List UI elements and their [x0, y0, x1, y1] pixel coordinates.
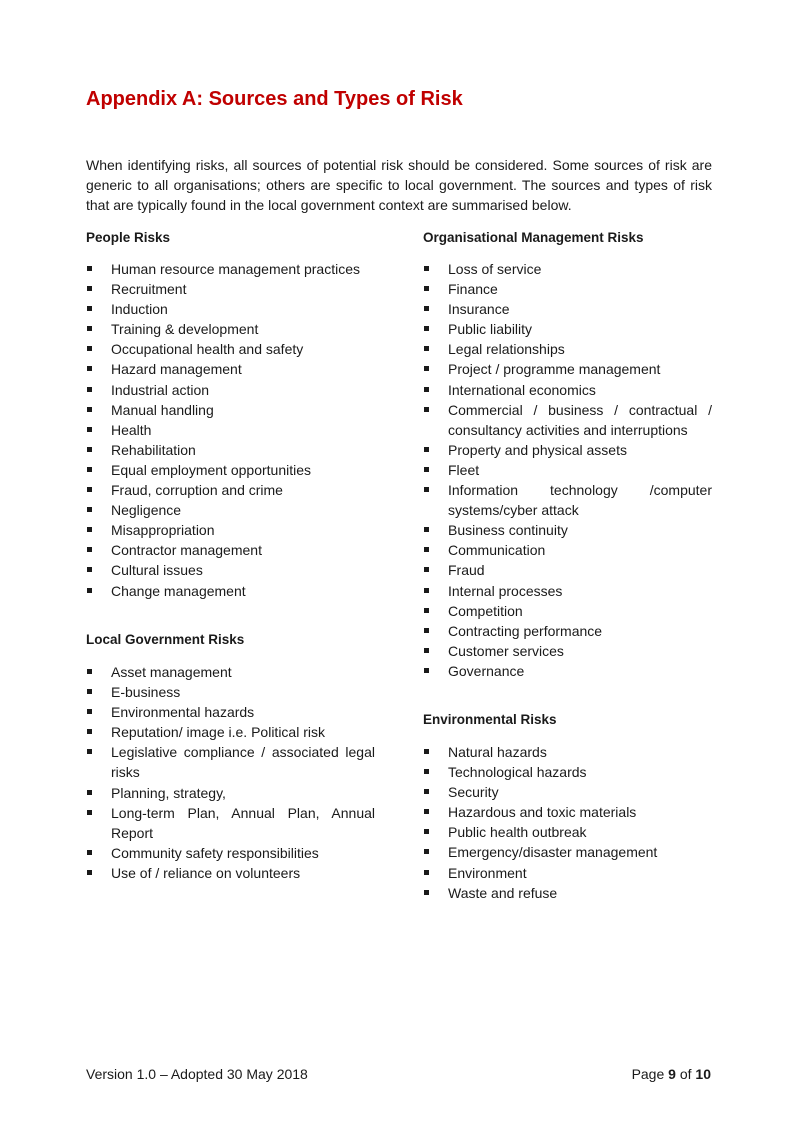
list-item-text: Change management: [111, 582, 246, 599]
list-item: [423, 279, 712, 299]
list-item: [423, 299, 712, 319]
list-item-text: Equal employment opportunities: [111, 461, 312, 478]
square-bullet-icon: [87, 447, 92, 452]
square-bullet-icon: [87, 507, 92, 512]
square-bullet-icon: [424, 588, 429, 593]
list-item-text: Competition: [448, 602, 523, 619]
organisational-management-risks-heading: Organisational Management Risks: [423, 230, 644, 245]
square-bullet-icon: [87, 850, 92, 855]
list-item-text: Information technology /computer systems/cyber attack: [448, 482, 712, 519]
list-item: [423, 440, 712, 460]
list-item: [423, 601, 712, 621]
list-item-text: Reputation/ image i.e. Political risk: [111, 724, 325, 741]
list-item: [86, 540, 375, 560]
square-bullet-icon: [87, 527, 92, 532]
square-bullet-icon: [87, 266, 92, 271]
square-bullet-icon: [424, 890, 429, 895]
people-risks-heading: People Risks: [86, 230, 171, 245]
list-item-text: Environmental hazards: [111, 704, 255, 721]
list-item: [423, 842, 712, 862]
list-item: [86, 400, 375, 420]
list-item-text: Fraud: [448, 562, 485, 579]
list-item-text: Legal relationships: [448, 341, 565, 358]
list-item: [86, 440, 375, 460]
list-item-text: Hazard management: [111, 361, 242, 378]
list-item: [86, 500, 375, 520]
square-bullet-icon: [87, 306, 92, 311]
list-item: [423, 259, 712, 279]
list-item-text: Finance: [448, 281, 498, 298]
list-item-text: Emergency/disaster management: [448, 844, 658, 861]
list-item-text: International economics: [448, 381, 596, 398]
square-bullet-icon: [87, 326, 92, 331]
square-bullet-icon: [424, 749, 429, 754]
list-item: [423, 782, 712, 802]
list-item: [423, 581, 712, 601]
list-item: [423, 863, 712, 883]
local-government-risks-list: [86, 662, 375, 883]
list-item: [86, 662, 375, 682]
square-bullet-icon: [424, 809, 429, 814]
square-bullet-icon: [87, 870, 92, 875]
list-item: [86, 742, 375, 782]
list-item-text: Asset management: [111, 664, 232, 680]
list-item-text: Commercial / business / contractual / consultancy activities and interruptions: [448, 401, 712, 438]
square-bullet-icon: [87, 790, 92, 795]
list-item-text: Misappropriation: [111, 522, 215, 539]
list-item-text: Occupational health and safety: [111, 341, 304, 358]
square-bullet-icon: [87, 387, 92, 392]
list-item: [86, 722, 375, 742]
page-current: 9: [668, 1066, 676, 1082]
square-bullet-icon: [87, 286, 92, 291]
square-bullet-icon: [87, 366, 92, 371]
list-item-text: Business continuity: [448, 522, 568, 539]
square-bullet-icon: [87, 669, 92, 674]
list-item: [423, 883, 712, 903]
square-bullet-icon: [424, 527, 429, 532]
square-bullet-icon: [424, 266, 429, 271]
square-bullet-icon: [424, 567, 429, 572]
list-item-text: Rehabilitation: [111, 441, 196, 458]
list-item-text: Customer services: [448, 642, 564, 659]
square-bullet-icon: [87, 346, 92, 351]
square-bullet-icon: [424, 407, 429, 412]
list-item-text: Public liability: [448, 321, 533, 338]
list-item: [86, 783, 375, 803]
list-item-text: Internal processes: [448, 582, 563, 599]
list-item-text: Insurance: [448, 301, 510, 318]
list-item-text: Planning, strategy,: [111, 784, 226, 801]
square-bullet-icon: [87, 547, 92, 552]
list-item-text: Fraud, corruption and crime: [111, 482, 283, 499]
list-item: [423, 560, 712, 580]
list-item: [86, 420, 375, 440]
list-item-text: Contractor management: [111, 542, 262, 559]
list-item: [86, 339, 375, 359]
square-bullet-icon: [424, 487, 429, 492]
list-item: [86, 299, 375, 319]
list-item-text: Cultural issues: [111, 562, 203, 579]
list-item-text: E-business: [111, 684, 181, 701]
environmental-risks-heading: Environmental Risks: [423, 712, 557, 727]
list-item-text: Health: [111, 421, 152, 438]
list-item-text: Fleet: [448, 461, 480, 478]
page-number: [632, 1066, 711, 1082]
list-item-text: Human resource management practices: [111, 261, 361, 277]
square-bullet-icon: [87, 709, 92, 714]
list-item: [423, 520, 712, 540]
square-bullet-icon: [424, 306, 429, 311]
square-bullet-icon: [87, 427, 92, 432]
people-risks-list: [86, 259, 375, 601]
list-item-text: Contracting performance: [448, 622, 603, 639]
square-bullet-icon: [424, 346, 429, 351]
list-item-text: Community safety responsibilities: [111, 844, 319, 861]
local-government-risks-heading: Local Government Risks: [86, 632, 245, 647]
page-prefix: Page: [631, 1066, 669, 1082]
square-bullet-icon: [87, 407, 92, 412]
square-bullet-icon: [424, 648, 429, 653]
list-item-text: Use of / reliance on volunteers: [111, 864, 301, 881]
list-item: [86, 319, 375, 339]
list-item: [86, 581, 375, 601]
list-item: [86, 863, 375, 883]
list-item: [423, 339, 712, 359]
square-bullet-icon: [87, 567, 92, 572]
list-item: [86, 560, 375, 580]
list-item-text: Communication: [448, 542, 546, 559]
square-bullet-icon: [424, 789, 429, 794]
square-bullet-icon: [424, 829, 429, 834]
organisational-management-risks-list: [423, 259, 712, 681]
list-item: [86, 460, 375, 480]
square-bullet-icon: [87, 487, 92, 492]
list-item-text: Training & development: [111, 321, 259, 338]
list-item-text: Manual handling: [111, 401, 214, 418]
square-bullet-icon: [424, 286, 429, 291]
list-item-text: Long-term Plan, Annual Plan, Annual Report: [111, 804, 375, 841]
list-item: [86, 520, 375, 540]
list-item: [423, 400, 712, 440]
square-bullet-icon: [424, 326, 429, 331]
list-item-text: Project / programme management: [448, 361, 661, 378]
square-bullet-icon: [424, 447, 429, 452]
page-footer: [86, 1066, 711, 1082]
list-item: [86, 702, 375, 722]
square-bullet-icon: [87, 689, 92, 694]
square-bullet-icon: [424, 547, 429, 552]
square-bullet-icon: [424, 608, 429, 613]
page-total: 10: [695, 1066, 711, 1082]
square-bullet-icon: [424, 870, 429, 875]
list-item: [423, 621, 712, 641]
list-item: [86, 279, 375, 299]
list-item: [86, 803, 375, 843]
square-bullet-icon: [424, 849, 429, 854]
list-item: [423, 540, 712, 560]
environmental-risks-list: [423, 742, 712, 903]
list-item: [423, 802, 712, 822]
list-item: [423, 380, 712, 400]
page-middle: of: [675, 1066, 696, 1082]
square-bullet-icon: [87, 588, 92, 593]
list-item-text: Governance: [448, 662, 525, 679]
list-item: [86, 259, 375, 279]
list-item-text: Public health outbreak: [448, 824, 587, 841]
list-item-text: Natural hazards: [448, 744, 547, 760]
list-item: [86, 682, 375, 702]
list-item: [423, 319, 712, 339]
square-bullet-icon: [87, 810, 92, 815]
square-bullet-icon: [87, 729, 92, 734]
list-item: [423, 762, 712, 782]
page-title: Appendix A: Sources and Types of Risk: [86, 88, 463, 110]
list-item: [423, 822, 712, 842]
square-bullet-icon: [424, 628, 429, 633]
square-bullet-icon: [424, 387, 429, 392]
list-item-text: Property and physical assets: [448, 441, 627, 458]
list-item-text: Environment: [448, 864, 527, 881]
list-item-text: Legislative compliance / associated legal risks: [111, 744, 375, 781]
list-item: [423, 641, 712, 661]
list-item-text: Security: [448, 784, 499, 801]
intro-paragraph: When identifying risks, all sources of potential risk should be considered. Some sources of risk are generic to all organisations; others are specific to local government. The sources and types of risk that are typically found in the local government context are summarised below.: [86, 157, 712, 213]
list-item-text: Recruitment: [111, 281, 187, 298]
list-item-text: Induction: [111, 301, 168, 318]
list-item: [423, 460, 712, 480]
square-bullet-icon: [87, 467, 92, 472]
list-item: [423, 359, 712, 379]
list-item-text: Technological hazards: [448, 764, 587, 781]
list-item: [86, 480, 375, 500]
square-bullet-icon: [424, 366, 429, 371]
version-text: Version 1.0 – Adopted 30 May 2018: [86, 1066, 308, 1082]
square-bullet-icon: [424, 668, 429, 673]
list-item: [423, 661, 712, 681]
list-item-text: Hazardous and toxic materials: [448, 804, 637, 821]
list-item: [86, 843, 375, 863]
list-item: [423, 742, 712, 762]
list-item: [86, 359, 375, 379]
square-bullet-icon: [87, 749, 92, 754]
list-item: [86, 380, 375, 400]
list-item: [423, 480, 712, 520]
list-item-text: Waste and refuse: [448, 884, 558, 901]
list-item-text: Industrial action: [111, 381, 210, 398]
square-bullet-icon: [424, 467, 429, 472]
list-item-text: Loss of service: [448, 261, 542, 277]
square-bullet-icon: [424, 769, 429, 774]
list-item-text: Negligence: [111, 502, 182, 519]
